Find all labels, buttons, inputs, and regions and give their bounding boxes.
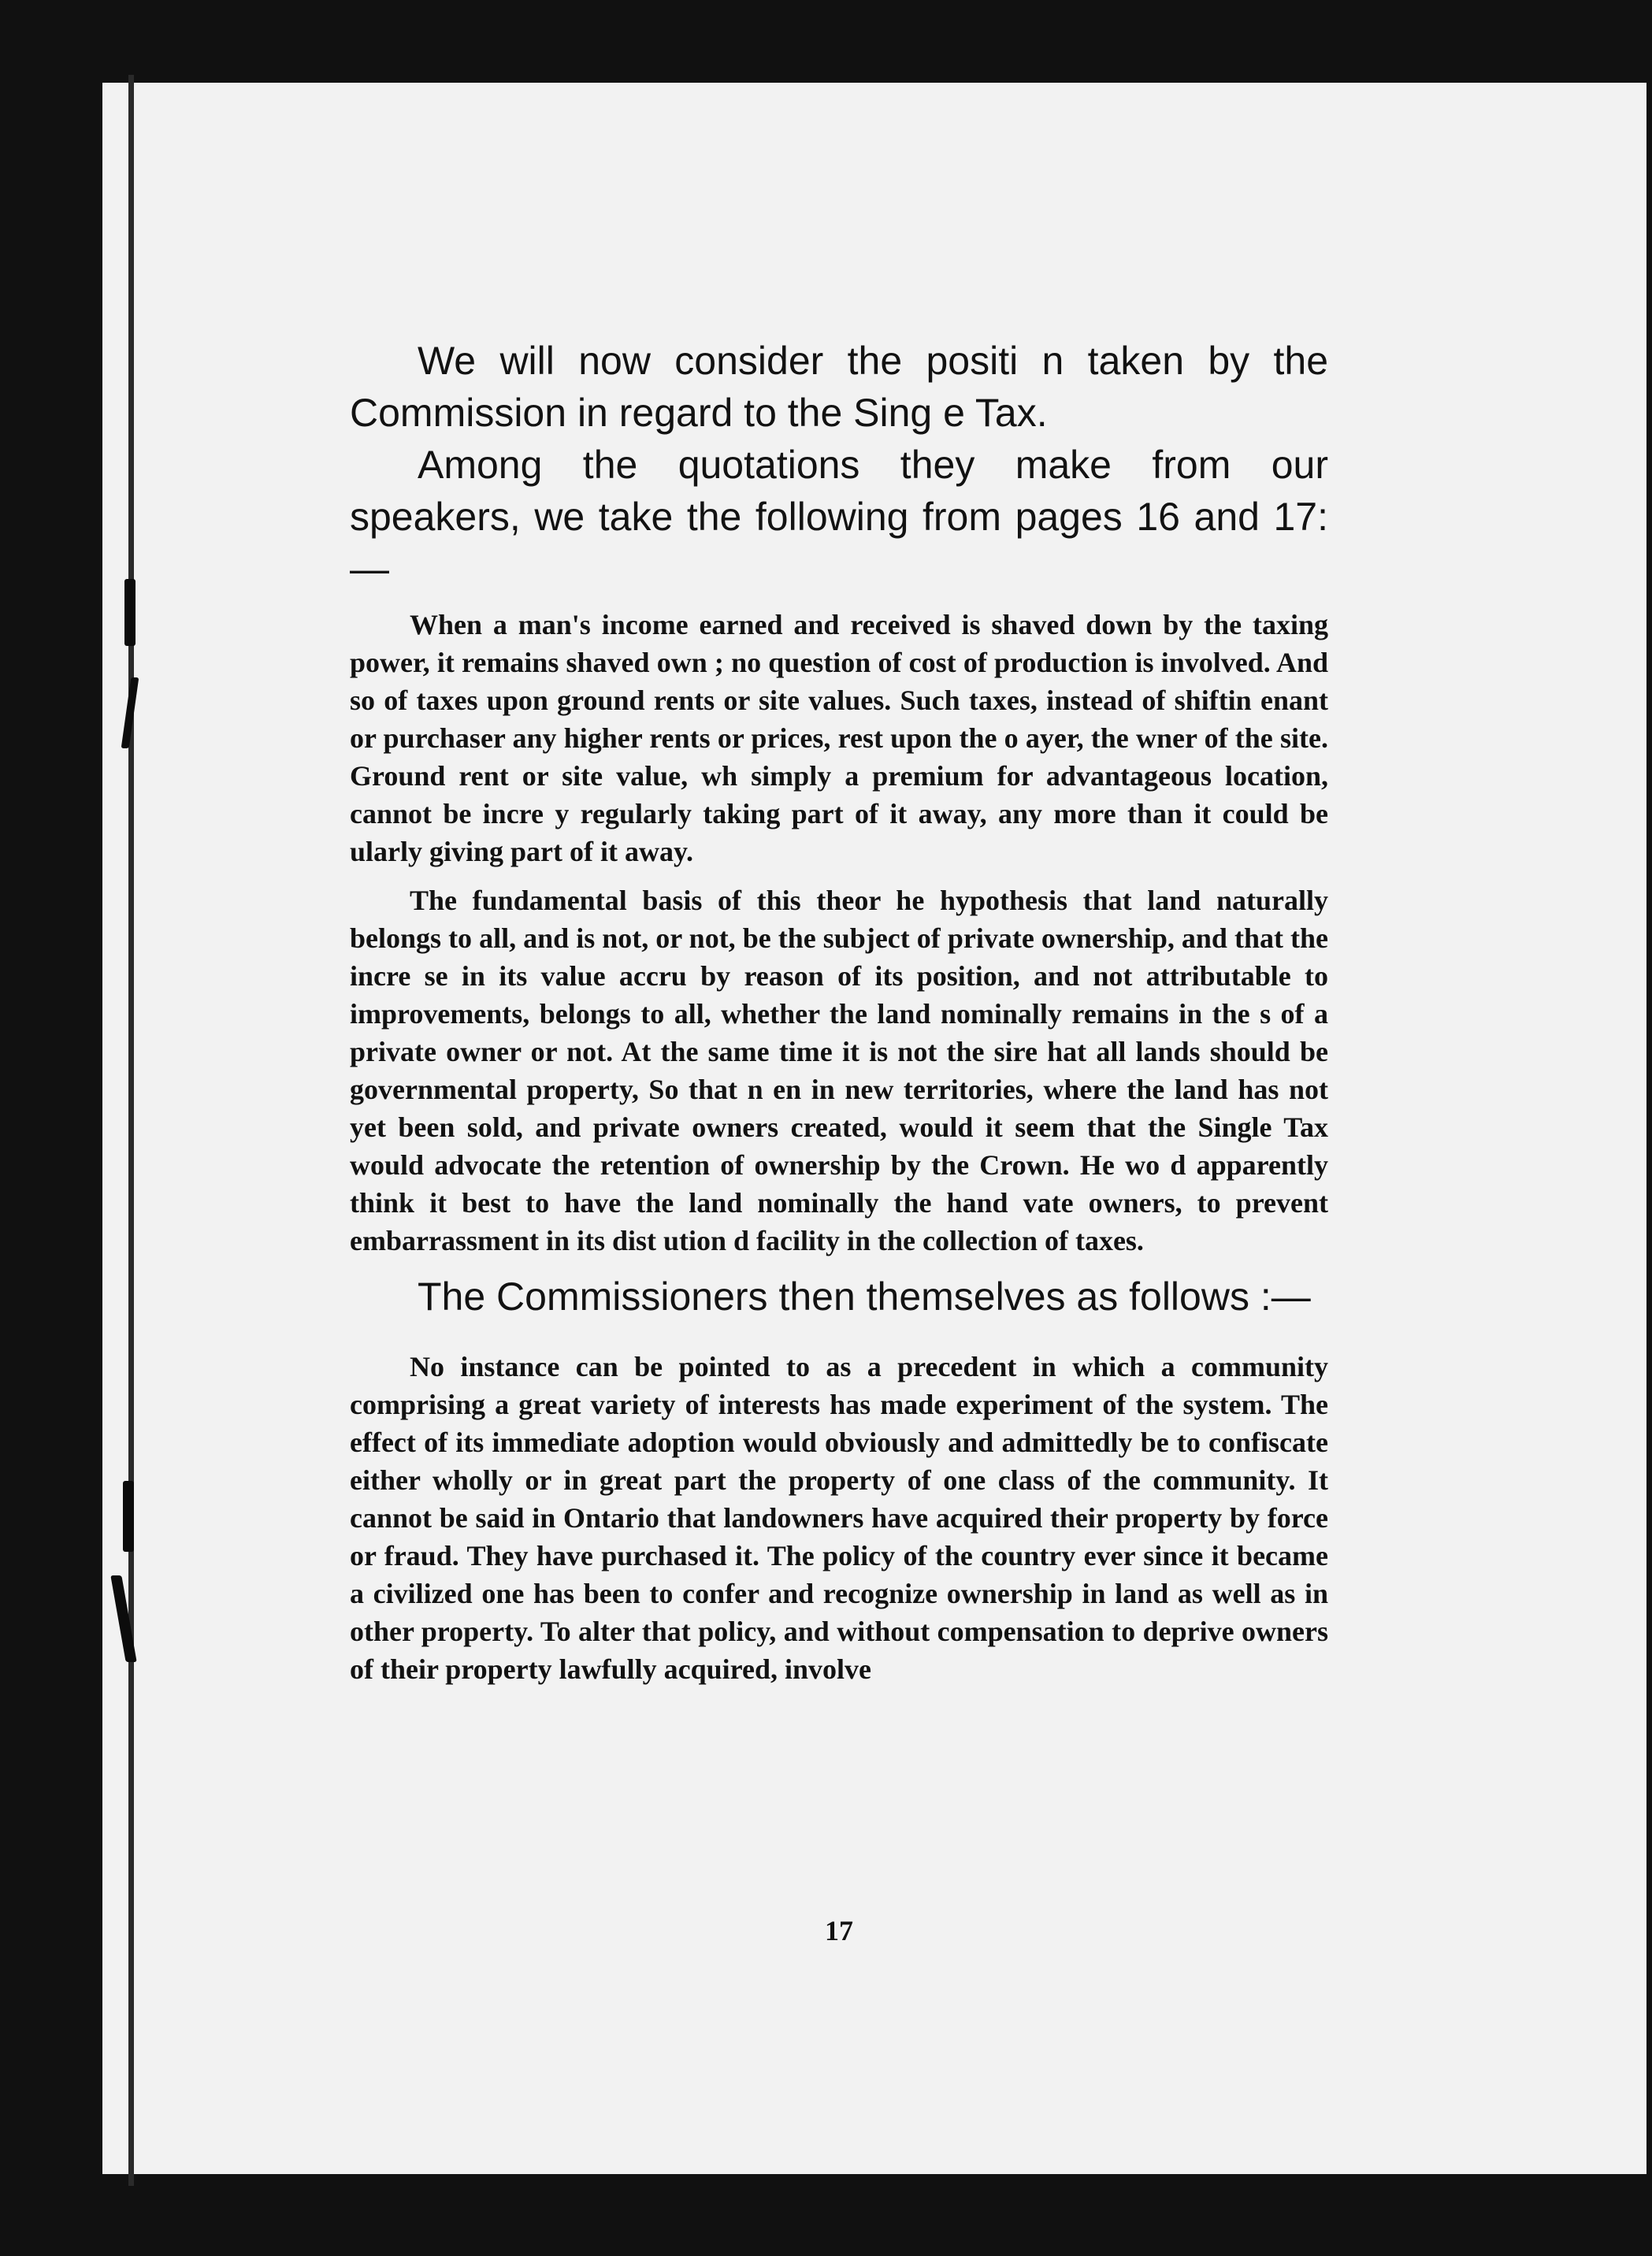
- paragraph: Among the quotations they make from our speakers, we take the following from pages 16 and 17:—: [350, 443, 1328, 591]
- paragraph: We will now consider the positi n taken by the Commission in regard to the Sing e Tax.: [350, 339, 1328, 435]
- paragraph: The Commissioners then themselves as follows :—: [418, 1275, 1311, 1319]
- margin-mark: [124, 579, 136, 646]
- page-content: [350, 335, 1328, 1946]
- block-quote: The fundamental basis of this theor he hypothesis that land naturally belongs to all, and is not, or not, be the subject of private ownership, and that the incre se in its value accru by reason of its position, and not attributable to improvements, belongs to all, whether the land nominally remains in the s of a private owner or not. At the same time it is not the sire hat all lands should be governmental property, So that n en in new territories, where the land has not yet been sold, and private owners created, would it seem that the Single Tax would advocate the retention of ownership by the Crown. He wo d apparently think it best to have the land nominally the hand vate owners, to prevent embarrassment in its dist ution d facility in the collection of taxes.: [350, 885, 1328, 1256]
- binding-edge: [128, 75, 134, 2186]
- block-quote: No instance can be pointed to as a precedent in which a community comprising a great variety of interests has made experiment of the system. The effect of its immediate adoption would obviously and admittedly be to confiscate either wholly or in great part the property of one class of the community. It cannot be said in Ontario that landowners have acquired their property by force or fraud. They have purchased it. The policy of the country ever since it became a civilized one has been to confer and recognize ownership in land as well as in other property. To alter that policy, and without compensation to deprive owners of their property lawfully acquired, involve: [350, 1351, 1328, 1685]
- margin-mark: [123, 1481, 134, 1552]
- page-number: 17: [825, 1915, 853, 1946]
- block-quote: When a man's income earned and received is shaved down by the taxing power, it remains shaved own ; no question of cost of production is involved. And so of taxes upon ground rents or site values. Such taxes, instead of shiftin enant or purchaser any higher rents or prices, rest upon the o ayer, the wner of the site. Ground rent or site value, wh simply a premium for advantageous location, cannot be incre y regularly taking part of it away, any more than it could be ularly giving part of it away.: [350, 609, 1328, 867]
